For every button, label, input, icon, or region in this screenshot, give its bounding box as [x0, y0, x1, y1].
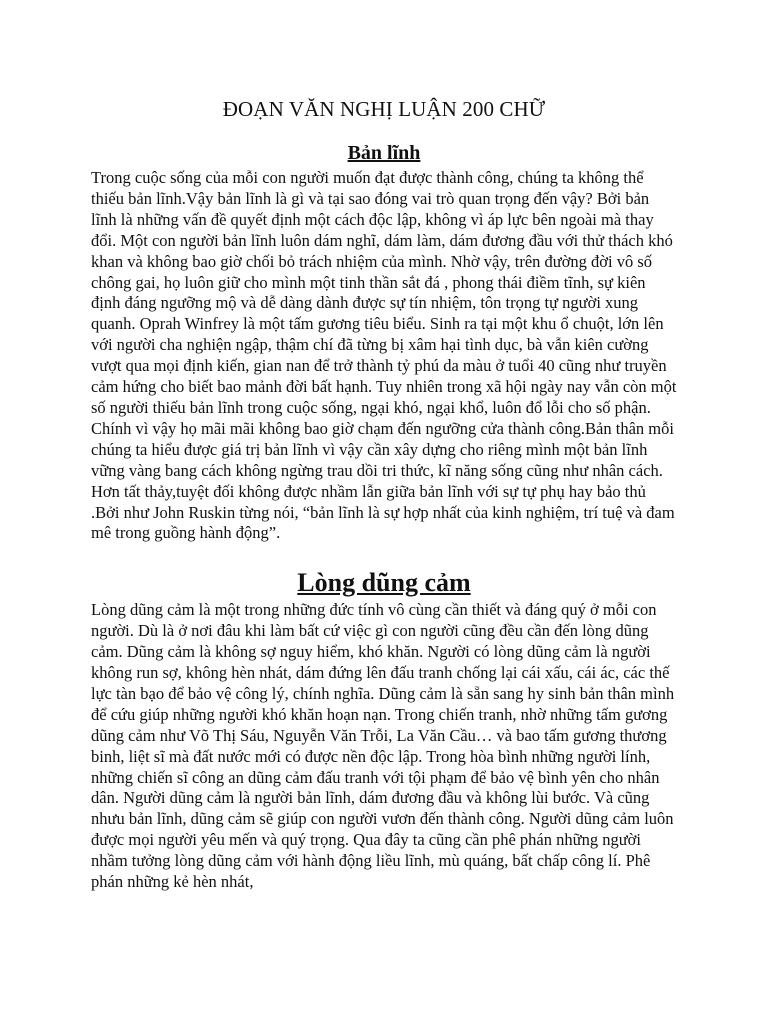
section-long-dung-cam: [91, 566, 677, 893]
section-heading-ban-linh: Bản lĩnh: [347, 142, 421, 164]
document-title: ĐOẠN VĂN NGHỊ LUẬN 200 CHỮ: [222, 97, 546, 121]
paragraph-long-dung-cam: Lòng dũng cảm là một trong những đức tính vô cùng cần thiết và đáng quý ở mỗi con người. Dù là ở nơi đâu khi làm bất cứ việc gì con người cũng đều cần đến lòng dũng cảm. Dũng cảm là không sợ nguy hiểm, khó khăn. Người có lòng dũng cảm là người không run sợ, không hèn nhát, dám đứng lên đấu tranh chống lại cái xấu, cái ác, các thế lực tàn bạo để bảo vệ công lý, chính nghĩa. Dũng cảm là sẵn sang hy sinh bản thân mình để cứu giúp những người khó khăn hoạn nạn. Trong chiến tranh, nhờ những tấm gương dũng cảm như Võ Thị Sáu, Nguyễn Văn Trỗi, La Văn Cầu… và bao tấm gương thương binh, liệt sĩ mà đất nước mới có được nền độc lập. Trong hòa bình những người lính, những chiến sĩ công an dũng cảm đấu tranh với tội phạm để bảo vệ bình yên cho nhân dân. Người dũng cảm là người bản lĩnh, dám đương đầu và không lùi bước. Và cũng nhưu bản lĩnh, dũng cảm sẽ giúp con người vươn đến thành công. Người dũng cảm luôn được mọi người yêu mến và quý trọng. Qua đây ta cũng cần phê phán những người nhầm tưởng lòng dũng cảm với hành động liều lĩnh, mù quáng, bất chấp công lí. Phê phán những kẻ hèn nhát,: [91, 600, 675, 892]
paragraph-ban-linh: Trong cuộc sống của mỗi con người muốn đạt được thành công, chúng ta không thể thiếu bản lĩnh.Vậy bản lĩnh là gì và tại sao đóng vai trò quan trọng đến vậy? Bởi bản lĩnh là những vấn đề quyết định một cách độc lập, không vì áp lực bên ngoài mà thay đổi. Một con người bản lĩnh luôn dám nghĩ, dám làm, dám đương đầu với thử thách khó khan và không bao giờ chối bỏ trách nhiệm của mình. Nhờ vậy, trên đường đời vô số chông gai, họ luôn giữ cho mình một tinh thần sắt đá , phong thái điềm tĩnh, sự kiên định đáng ngưỡng mộ và dễ dàng dành được sự tín nhiệm, tôn trọng tự người xung quanh. Oprah Winfrey là một tấm gương tiêu biểu. Sinh ra tại một khu ổ chuột, lớn lên với người cha nghiện ngập, thậm chí đã từng bị xâm hại tình dục, bà vẫn kiên cường vượt qua mọi định kiến, gian nan để trở thành tỷ phú da màu ở tuổi 40 cũng như truyền cảm hứng cho biết bao mảnh đời bất hạnh. Tuy nhiên trong xã hội ngày nay vẫn còn một số người thiếu bản lĩnh trong cuộc sống, ngại khó, ngại khổ, luôn đổ lỗi cho số phận. Chính vì vậy họ mãi mãi không bao giờ chạm đến ngưỡng cửa thành công.Bản thân mỗi chúng ta hiểu được giá trị bản lĩnh vì vậy cần xây dựng cho riêng mình một bản lĩnh vững vàng bang cách không ngừng trau dồi tri thức, kĩ năng sống cũng như nhân cách. Hơn tất thảy,tuyệt đối không được nhầm lẫn giữa bản lĩnh với sự tự phụ hay bảo thủ .Bởi như John Ruskin từng nói, “bản lĩnh là sự hợp nhất của kinh nghiệm, trí tuệ và đam mê trong guồng hành động”.: [91, 168, 677, 543]
section-heading-long-dung-cam: Lòng dũng cảm: [297, 568, 471, 598]
section-ban-linh: [91, 140, 677, 544]
